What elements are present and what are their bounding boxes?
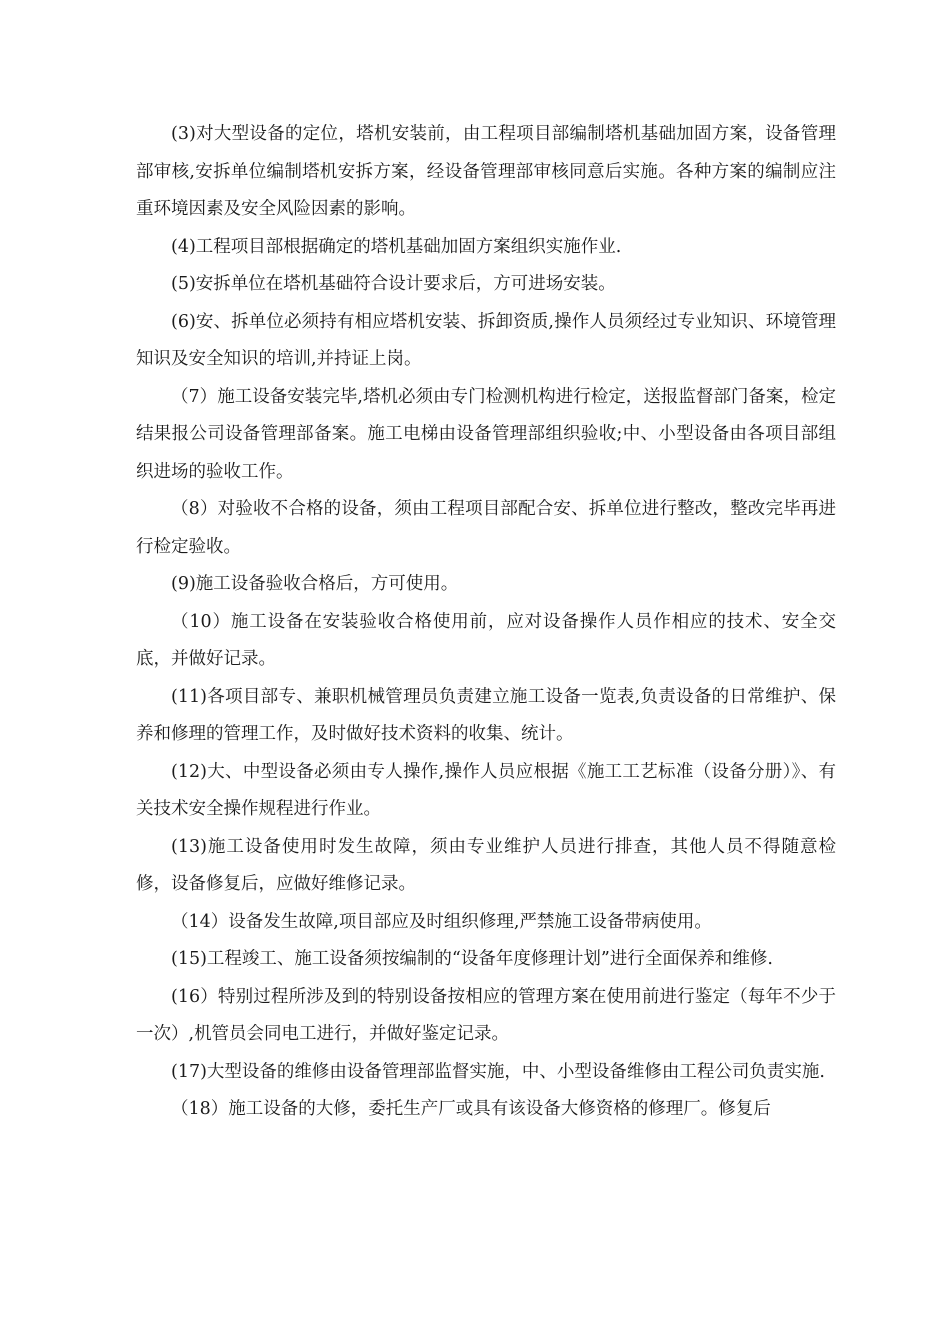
paragraph-5: (5)安拆单位在塔机基础符合设计要求后，方可进场安装。: [171, 274, 616, 294]
document-body: [136, 116, 836, 1129]
paragraph-16: (16）特别过程所涉及到的特别设备按相应的管理方案在使用前进行鉴定（每年不少于一次）,机管员会同电工进行，并做好鉴定记录。: [136, 986, 836, 1044]
paragraph-9: (9)施工设备验收合格后，方可使用。: [171, 574, 459, 594]
paragraph-10: （10）施工设备在安装验收合格使用前，应对设备操作人员作相应的技术、安全交底，并做好记录。: [136, 611, 836, 669]
paragraph-13: (13)施工设备使用时发生故障，须由专业维护人员进行排查，其他人员不得随意检修，设备修复后，应做好维修记录。: [136, 836, 836, 894]
paragraph-7: （7）施工设备安装完毕,塔机必须由专门检测机构进行检定，送报监督部门备案，检定结果报公司设备管理部备案。施工电梯由设备管理部组织验收;中、小型设备由各项目部组织进场的验收工作。: [136, 386, 836, 482]
paragraph-3: (3)对大型设备的定位，塔机安装前，由工程项目部编制塔机基础加固方案，设备管理部审核,安拆单位编制塔机安拆方案，经设备管理部审核同意后实施。各种方案的编制应注重环境因素及安全风险因素的影响。: [136, 124, 836, 219]
paragraph-8: （8）对验收不合格的设备，须由工程项目部配合安、拆单位进行整改，整改完毕再进行检定验收。: [136, 499, 836, 557]
paragraph-17: (17)大型设备的维修由设备管理部监督实施，中、小型设备维修由工程公司负责实施.: [171, 1061, 825, 1082]
paragraph-14: （14）设备发生故障,项目部应及时组织修理,严禁施工设备带病使用。: [171, 911, 712, 932]
paragraph-12: (12)大、中型设备必须由专人操作,操作人员应根据《施工工艺标准（设备分册）》、有关技术安全操作规程进行作业。: [136, 761, 836, 819]
paragraph-6: (6)安、拆单位必须持有相应塔机安装、拆卸资质,操作人员须经过专业知识、环境管理知识及安全知识的培训,并持证上岗。: [136, 311, 836, 369]
paragraph-11: (11)各项目部专、兼职机械管理员负责建立施工设备一览表,负责设备的日常维护、保养和修理的管理工作，及时做好技术资料的收集、统计。: [136, 686, 836, 744]
paragraph-15: (15)工程竣工、施工设备须按编制的“设备年度修理计划”进行全面保养和维修.: [171, 949, 773, 969]
paragraph-4: (4)工程项目部根据确定的塔机基础加固方案组织实施作业.: [171, 236, 622, 257]
paragraph-18: （18）施工设备的大修，委托生产厂或具有该设备大修资格的修理厂。修复后: [171, 1099, 771, 1119]
